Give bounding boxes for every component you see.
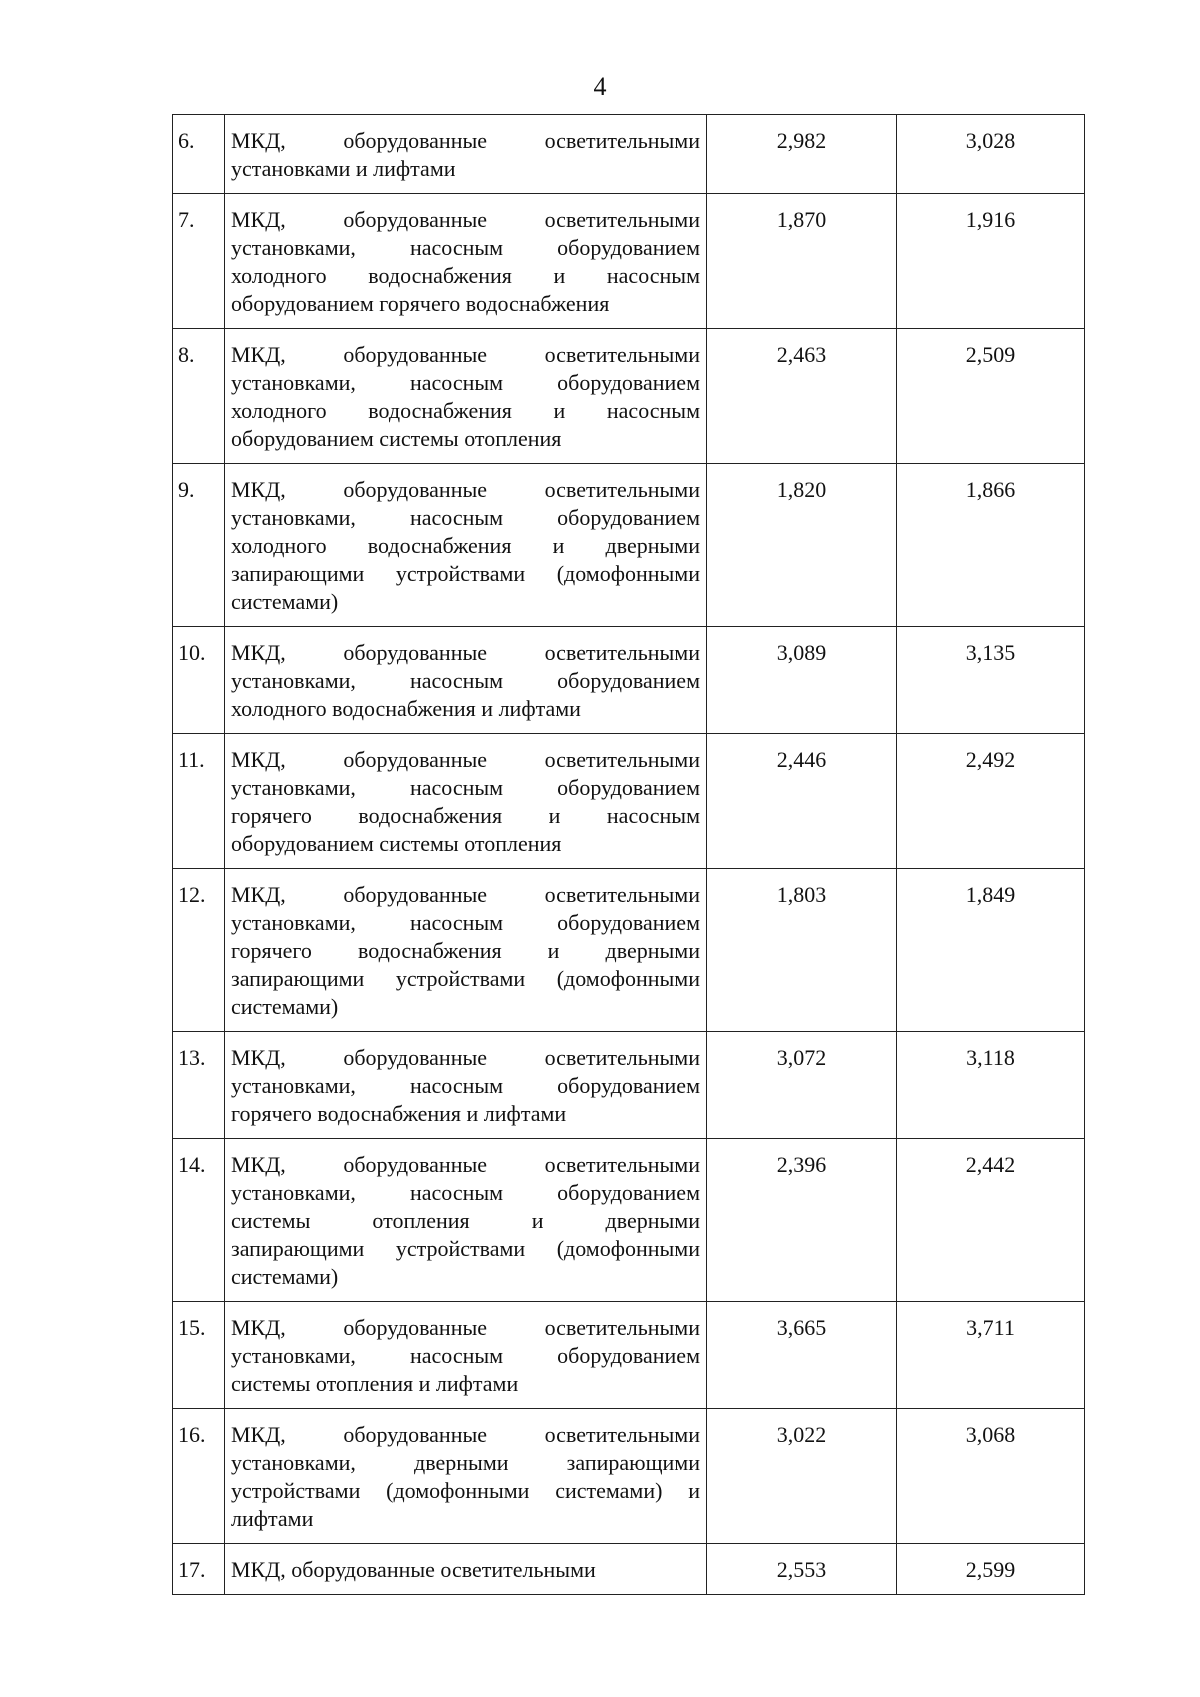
- description-line: запирающими устройствами (домофонными: [231, 966, 700, 991]
- value-column-2: 2,492: [897, 734, 1085, 869]
- value-column-2: 3,135: [897, 627, 1085, 734]
- row-description: [225, 464, 707, 627]
- description-line: горячего водоснабжения и дверными: [231, 938, 700, 963]
- description-line: системы отопления и лифтами: [231, 1371, 519, 1396]
- value-column-1: 3,022: [707, 1409, 897, 1544]
- row-number: 10.: [173, 627, 225, 734]
- description-line: установками, насосным оборудованием: [231, 505, 700, 530]
- value-column-1: 3,665: [707, 1302, 897, 1409]
- row-number: 13.: [173, 1032, 225, 1139]
- value-column-1: 3,072: [707, 1032, 897, 1139]
- table-row: [173, 194, 1085, 329]
- table-row: [173, 627, 1085, 734]
- description-line: оборудованием системы отопления: [231, 426, 562, 451]
- table-row: [173, 1409, 1085, 1544]
- description-line: МКД, оборудованные осветительными: [231, 1557, 596, 1582]
- description-line: МКД, оборудованные осветительными: [231, 1422, 700, 1447]
- description-line: оборудованием горячего водоснабжения: [231, 291, 610, 316]
- description-line: МКД, оборудованные осветительными: [231, 128, 700, 153]
- description-line: запирающими устройствами (домофонными: [231, 1236, 700, 1261]
- row-description: [225, 1139, 707, 1302]
- table-row: [173, 329, 1085, 464]
- description-line: МКД, оборудованные осветительными: [231, 1152, 700, 1177]
- row-description: [225, 115, 707, 194]
- value-column-1: 2,553: [707, 1544, 897, 1595]
- table-row: [173, 1139, 1085, 1302]
- row-number: 7.: [173, 194, 225, 329]
- row-number: 11.: [173, 734, 225, 869]
- table-row: [173, 115, 1085, 194]
- row-description: [225, 1544, 707, 1595]
- value-column-2: 1,916: [897, 194, 1085, 329]
- description-line: установками, дверными запирающими: [231, 1450, 700, 1475]
- table-row: [173, 464, 1085, 627]
- row-description: [225, 1409, 707, 1544]
- row-number: 17.: [173, 1544, 225, 1595]
- description-line: холодного водоснабжения и лифтами: [231, 696, 581, 721]
- row-description: [225, 1032, 707, 1139]
- description-line: установками, насосным оборудованием: [231, 1180, 700, 1205]
- description-line: системами): [231, 994, 339, 1019]
- value-column-2: 1,866: [897, 464, 1085, 627]
- value-column-2: 2,599: [897, 1544, 1085, 1595]
- description-line: холодного водоснабжения и насосным: [231, 398, 700, 423]
- description-line: системы отопления и дверными: [231, 1208, 700, 1233]
- description-line: запирающими устройствами (домофонными: [231, 561, 700, 586]
- table-row: [173, 869, 1085, 1032]
- row-description: [225, 627, 707, 734]
- description-line: МКД, оборудованные осветительными: [231, 747, 700, 772]
- row-number: 15.: [173, 1302, 225, 1409]
- description-line: МКД, оборудованные осветительными: [231, 640, 700, 665]
- value-column-2: 2,442: [897, 1139, 1085, 1302]
- row-description: [225, 194, 707, 329]
- value-column-1: 1,803: [707, 869, 897, 1032]
- value-column-1: 1,870: [707, 194, 897, 329]
- row-number: 16.: [173, 1409, 225, 1544]
- description-line: устройствами (домофонными системами) и: [231, 1478, 700, 1503]
- row-description: [225, 329, 707, 464]
- row-number: 6.: [173, 115, 225, 194]
- description-line: горячего водоснабжения и лифтами: [231, 1101, 567, 1126]
- description-line: горячего водоснабжения и насосным: [231, 803, 700, 828]
- description-line: МКД, оборудованные осветительными: [231, 477, 700, 502]
- table-row: [173, 1544, 1085, 1595]
- description-line: установками, насосным оборудованием: [231, 1073, 700, 1098]
- value-column-1: 2,463: [707, 329, 897, 464]
- row-description: [225, 1302, 707, 1409]
- row-number: 14.: [173, 1139, 225, 1302]
- description-line: установками, насосным оборудованием: [231, 235, 700, 260]
- description-line: установками, насосным оборудованием: [231, 910, 700, 935]
- value-column-1: 2,446: [707, 734, 897, 869]
- description-line: лифтами: [231, 1506, 314, 1531]
- description-line: МКД, оборудованные осветительными: [231, 1045, 700, 1070]
- description-line: холодного водоснабжения и насосным: [231, 263, 700, 288]
- description-line: МКД, оборудованные осветительными: [231, 882, 700, 907]
- description-line: установками, насосным оборудованием: [231, 668, 700, 693]
- value-column-1: 3,089: [707, 627, 897, 734]
- description-line: системами): [231, 589, 339, 614]
- value-column-1: 2,982: [707, 115, 897, 194]
- tariff-table: [172, 114, 1085, 1595]
- table-row: [173, 1032, 1085, 1139]
- description-line: установками, насосным оборудованием: [231, 1343, 700, 1368]
- description-line: установками, насосным оборудованием: [231, 370, 700, 395]
- description-line: МКД, оборудованные осветительными: [231, 207, 700, 232]
- value-column-2: 3,068: [897, 1409, 1085, 1544]
- description-line: холодного водоснабжения и дверными: [231, 533, 700, 558]
- row-number: 8.: [173, 329, 225, 464]
- value-column-2: 1,849: [897, 869, 1085, 1032]
- table-body: [173, 115, 1085, 1595]
- description-line: МКД, оборудованные осветительными: [231, 342, 700, 367]
- value-column-2: 3,028: [897, 115, 1085, 194]
- value-column-2: 2,509: [897, 329, 1085, 464]
- description-line: МКД, оборудованные осветительными: [231, 1315, 700, 1340]
- description-line: оборудованием системы отопления: [231, 831, 562, 856]
- value-column-2: 3,711: [897, 1302, 1085, 1409]
- description-line: установками и лифтами: [231, 156, 456, 181]
- row-description: [225, 869, 707, 1032]
- value-column-1: 1,820: [707, 464, 897, 627]
- description-line: установками, насосным оборудованием: [231, 775, 700, 800]
- row-description: [225, 734, 707, 869]
- value-column-1: 2,396: [707, 1139, 897, 1302]
- table-row: [173, 1302, 1085, 1409]
- row-number: 9.: [173, 464, 225, 627]
- value-column-2: 3,118: [897, 1032, 1085, 1139]
- row-number: 12.: [173, 869, 225, 1032]
- table-row: [173, 734, 1085, 869]
- description-line: системами): [231, 1264, 339, 1289]
- page-number: 4: [593, 72, 607, 101]
